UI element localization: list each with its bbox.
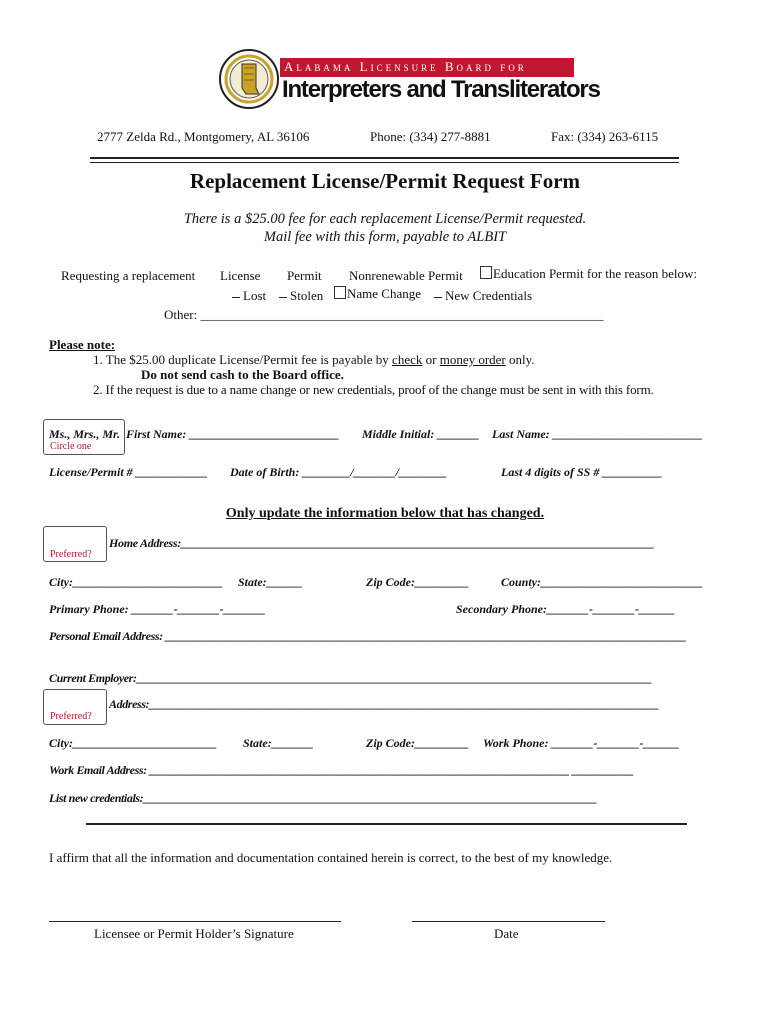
request-lead: Requesting a replacement xyxy=(61,268,196,283)
ssn-last4-field[interactable]: Last 4 digits of SS # __________ xyxy=(501,465,663,479)
education-checkbox[interactable] xyxy=(480,266,492,279)
header-divider-thick xyxy=(90,157,679,159)
work-city-field[interactable]: City:________________________ xyxy=(49,736,217,750)
work-zip-field[interactable]: Zip Code:_________ xyxy=(366,736,469,750)
note-item-2: 2. If the request is due to a name change or new credentials, proof of the change must be sent in with this form. xyxy=(93,382,654,397)
section-divider xyxy=(86,823,687,825)
date-label: Date xyxy=(494,926,519,941)
date-of-birth-field[interactable]: Date of Birth: ________/_______/________ xyxy=(230,465,448,479)
update-heading: Only update the information below that has changed. xyxy=(225,506,545,521)
personal-email-field[interactable]: Personal Email Address: _____________________________________________________________________________________________ xyxy=(49,629,687,643)
signature-line[interactable] xyxy=(49,921,341,922)
signature-label: Licensee or Permit Holder’s Signature xyxy=(94,926,294,941)
current-employer-field[interactable]: Current Employer:____________________________________________________________________________________________ xyxy=(49,671,652,685)
salutation-label: Ms., Mrs., Mr. xyxy=(49,427,121,441)
note-heading: Please note: xyxy=(49,337,116,352)
reason-new-credentials[interactable] xyxy=(434,288,532,304)
board-seal-icon xyxy=(218,48,280,110)
home-preferred-hint: Preferred? xyxy=(50,549,92,560)
option-permit[interactable]: Permit xyxy=(287,268,322,283)
reason-name-label: Name Change xyxy=(347,286,422,301)
form-title: Replacement License/Permit Request Form xyxy=(189,169,581,193)
home-address-field[interactable]: Home Address:___________________________________________________________________________________ xyxy=(109,536,655,550)
date-line[interactable] xyxy=(412,921,605,922)
primary-phone-field[interactable]: Primary Phone: _______-_______-_______ xyxy=(49,602,266,616)
home-zip-field[interactable]: Zip Code:_________ xyxy=(366,575,469,589)
option-license[interactable]: License xyxy=(220,268,261,283)
new-credentials-field[interactable]: List new credentials:_________________________________________________________________________________ xyxy=(49,791,597,805)
reason-stolen[interactable] xyxy=(279,288,323,304)
board-logo xyxy=(218,48,600,112)
secondary-phone-field[interactable]: Secondary Phone:_______-_______-______ xyxy=(456,602,675,616)
reason-stolen-label: Stolen xyxy=(290,288,324,303)
option-nonrenewable-permit[interactable]: Nonrenewable Permit xyxy=(349,268,463,283)
work-phone-field[interactable]: Work Phone: _______-_______-______ xyxy=(483,736,680,750)
reason-lost[interactable] xyxy=(232,288,266,304)
home-county-field[interactable]: County:___________________________ xyxy=(501,575,704,589)
board-phone: Phone: (334) 277-8881 xyxy=(370,129,491,144)
affirmation-text: I affirm that all the information and documentation contained herein is correct, to the best of my knowledge. xyxy=(49,850,613,865)
reason-name-change[interactable] xyxy=(334,286,421,302)
board-name-main: Interpreters and Transliterators xyxy=(282,76,600,103)
work-email-field[interactable]: Work Email Address: ___________________________________________________________________________ ___________ xyxy=(49,763,634,777)
option-education-permit[interactable] xyxy=(480,266,697,282)
other-field[interactable]: Other: ______________________________________________________________ xyxy=(164,307,604,322)
work-state-field[interactable]: State:_______ xyxy=(243,736,314,750)
header-divider-thin xyxy=(90,162,679,163)
fee-notice: There is a $25.00 fee for each replacement License/Permit requested. xyxy=(183,211,587,227)
payable-notice: Mail fee with this form, payable to ALBIT xyxy=(263,229,507,245)
work-preferred-hint: Preferred? xyxy=(50,711,92,722)
circle-one-hint: Circle one xyxy=(50,441,92,452)
reason-lost-label: Lost xyxy=(243,288,267,303)
reason-cred-label: New Credentials xyxy=(445,288,533,303)
license-number-field[interactable]: License/Permit # ____________ xyxy=(49,465,208,479)
home-state-field[interactable]: State:______ xyxy=(238,575,303,589)
middle-initial-field[interactable]: Middle Initial: _______ xyxy=(362,427,480,441)
name-change-checkbox[interactable] xyxy=(334,286,346,299)
board-address: 2777 Zelda Rd., Montgomery, AL 36106 xyxy=(97,129,310,144)
last-name-field[interactable]: Last Name: _________________________ xyxy=(492,427,703,441)
board-fax: Fax: (334) 263-6115 xyxy=(551,129,659,144)
board-name-top: Alabama Licensure Board for xyxy=(284,59,527,74)
note-no-cash: Do not send cash to the Board office. xyxy=(141,367,344,382)
note-item-1: 1. The $25.00 duplicate License/Permit fee is payable by check or money order only. xyxy=(93,352,535,367)
education-label: Education Permit for the reason below: xyxy=(493,266,697,281)
first-name-field[interactable]: First Name: _________________________ xyxy=(126,427,340,441)
work-address-field[interactable]: Address:___________________________________________________________________________________________ xyxy=(109,697,659,711)
home-city-field[interactable]: City:_________________________ xyxy=(49,575,223,589)
